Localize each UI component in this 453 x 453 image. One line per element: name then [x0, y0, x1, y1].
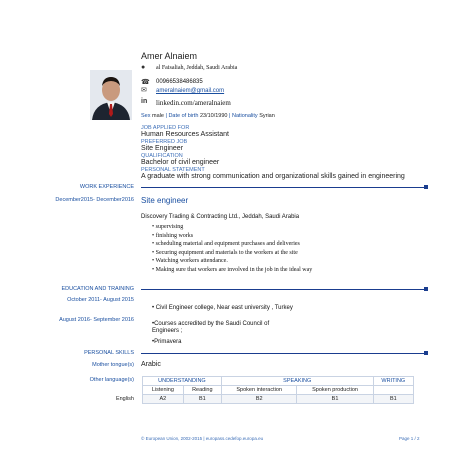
section-rule-end	[424, 287, 428, 291]
writing-subheader	[373, 386, 413, 395]
listening-subheader: Listening	[143, 386, 184, 395]
personal-info-line	[141, 113, 275, 119]
sex-value: male	[152, 113, 164, 119]
level-cell: A2	[143, 395, 184, 404]
work-dates: December2015- December2016	[55, 197, 134, 203]
level-cell: B2	[221, 395, 297, 404]
list-item: • scheduling material and equipment purchases and deliveries	[152, 240, 312, 249]
education-line: •Primavera	[152, 339, 182, 345]
list-item: • Making sure that workers are involved in the job in the ideal way	[152, 266, 312, 275]
spoken-production-subheader: Spoken production	[297, 386, 373, 395]
email-link[interactable]: ameralnaiem@gmail.com	[156, 88, 225, 94]
separator: |	[229, 113, 231, 119]
profile-photo	[90, 70, 132, 120]
email-icon: ✉	[141, 87, 147, 94]
list-item: • supervising	[152, 223, 312, 232]
section-rule	[141, 353, 425, 354]
level-cell: B1	[183, 395, 221, 404]
statement-label: PERSONAL STATEMENT	[141, 167, 205, 173]
list-item: • Securing equipment and materials to the workers at the site	[152, 249, 312, 258]
nationality-value: Syrian	[259, 113, 275, 119]
education-dates: October 2011- August 2015	[67, 297, 134, 303]
job-applied-label: JOB APPLIED FOR	[141, 125, 190, 131]
education-line: •Courses accredited by the Saudi Council of	[152, 321, 270, 327]
education-dates: August 2016- September 2016	[59, 317, 134, 323]
mother-tongue-label: Mother tongue(s)	[92, 362, 134, 368]
level-cell: B1	[373, 395, 413, 404]
work-title: Site engineer	[141, 196, 189, 205]
language-name: English	[115, 396, 134, 402]
dob-label: Date of birth	[168, 113, 199, 119]
sex-label: Sex	[141, 113, 151, 119]
education-heading: EDUCATION AND TRAINING	[61, 286, 134, 292]
separator: |	[165, 113, 167, 119]
section-rule	[141, 187, 425, 188]
location-icon: ●	[141, 64, 146, 71]
list-item: • Watching workers attendance.	[152, 257, 312, 266]
education-line: Engineers ;	[152, 328, 183, 334]
table-spacer	[143, 404, 414, 417]
education-line: • Civil Engineer college, Near east university , Turkey	[152, 305, 293, 311]
preferred-job-value: Site Engineer	[141, 145, 184, 152]
language-table	[142, 376, 414, 416]
linkedin-url[interactable]: linkedin.com/ameralnaiem	[156, 99, 231, 107]
writing-header: WRITING	[373, 377, 413, 386]
phone-icon: ☎	[141, 79, 150, 86]
mother-tongue-value: Arabic	[141, 361, 161, 368]
section-rule-end	[424, 185, 428, 189]
work-employer: Discovery Trading & Contracting Ltd., Jeddah, Saudi Arabia	[141, 214, 300, 220]
job-applied-value: Human Resources Assistant	[141, 131, 229, 138]
other-languages-label: Other language(s)	[89, 377, 134, 383]
section-rule-end	[424, 351, 428, 355]
level-cell: B1	[297, 395, 373, 404]
address: al Faisaliah, Jeddah, Saudi Arabia	[156, 65, 238, 71]
personal-skills-heading: PERSONAL SKILLS	[84, 350, 134, 356]
phone-number: 00966538486835	[156, 79, 203, 85]
qualification-value: Bachelor of civil engineer	[141, 159, 220, 166]
speaking-header: SPEAKING	[221, 377, 373, 386]
footer-page-number: Page 1 / 2	[399, 436, 420, 441]
candidate-name: Amer Alnaiem	[141, 51, 198, 61]
work-experience-heading: WORK EXPERIENCE	[79, 184, 134, 190]
qualification-label: QUALIFICATION	[141, 153, 183, 159]
linkedin-icon: in	[141, 98, 148, 105]
preferred-job-label: PREFERRED JOB	[141, 139, 188, 145]
nationality-label: Nationality	[231, 113, 258, 119]
footer-copyright: © European Union, 2002-2015 | europass.cedefop.europa.eu	[141, 436, 264, 441]
understanding-header: UNDERSTANDING	[143, 377, 222, 386]
statement-value: A graduate with strong communication and organizational skills gained in engineering	[141, 173, 405, 180]
reading-subheader: Reading	[183, 386, 221, 395]
section-rule	[141, 289, 425, 290]
list-item: • finishing works	[152, 232, 312, 241]
work-duties-list	[152, 223, 312, 274]
dob-value: 23/10/1990	[199, 113, 228, 119]
spoken-interaction-subheader: Spoken interaction	[221, 386, 297, 395]
